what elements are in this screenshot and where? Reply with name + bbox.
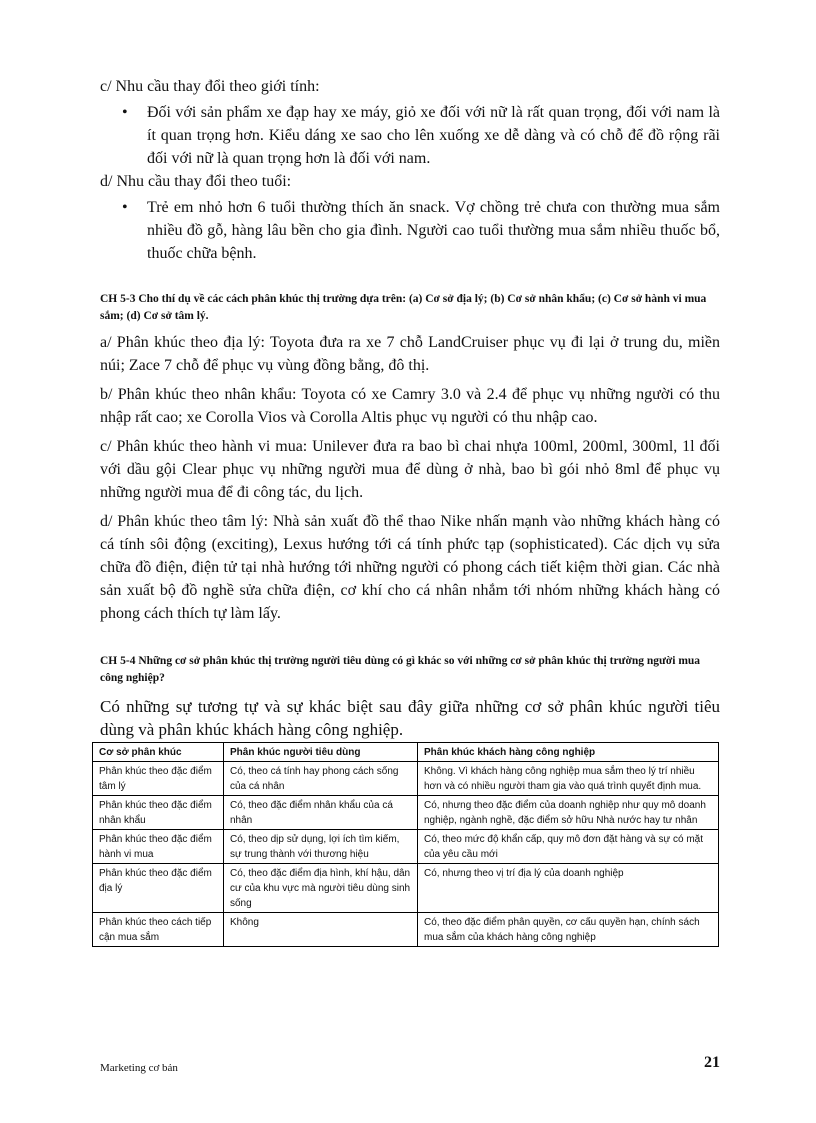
table-header-cell: Phân khúc khách hàng công nghiệp [418,743,719,762]
table-header-cell: Phân khúc người tiêu dùng [224,743,418,762]
table-cell: Có, nhưng theo đặc điểm của doanh nghiệp như quy mô doanh nghiệp, ngành nghề, đặc điểm sở hữu Nhà nước hay tư nhân [418,796,719,830]
table-row [93,830,719,864]
question-ch5-4: CH 5-4 Những cơ sở phân khúc thị trường người tiêu dùng có gì khác so với những cơ sở phân khúc thị trường người mua công nghiệp? [100,655,701,684]
table-cell: Có, theo cá tính hay phong cách sống của cá nhân [224,762,418,796]
section-d-bullet [100,196,720,265]
table-cell: Phân khúc theo đặc điểm hành vi mua [93,830,224,864]
table-row [93,796,719,830]
table-cell: Không [224,913,418,947]
bullet-icon: • [122,199,128,216]
footer-book-title: Marketing cơ bản [100,1062,178,1074]
table-cell: Có, theo mức độ khẩn cấp, quy mô đơn đặt hàng và sự có mặt của yêu cầu mới [418,830,719,864]
table-cell: Phân khúc theo đặc điểm tâm lý [93,762,224,796]
answer-d: d/ Phân khúc theo tâm lý: Nhà sản xuất đồ thể thao Nike nhấn mạnh vào những khách hàng có cá tính sôi động (exciting), Lexus hướng tới cá tính phức tạp (sophisticated). Các dịch vụ sửa chữa đồ điện, điện tử tại nhà hướng tới những người có phong cách tiết kiệm thời gian. Các nhà sản xuất bộ đồ nghề sửa chữa điện, cơ khí cho cá nhân nhắm tới nhóm những khách hàng có phong cách thích tự làm lấy. [100,513,720,622]
table-row [93,762,719,796]
question-ch5-3: CH 5-3 Cho thí dụ về các cách phân khúc thị trường dựa trên: (a) Cơ sở địa lý; (b) Cơ sở nhân khẩu; (c) Cơ sở hành vi mua sắm; (d) Cơ sở tâm lý. [100,293,707,322]
comparison-table [92,742,719,947]
table-cell: Có, theo đặc điểm nhân khẩu của cá nhân [224,796,418,830]
bullet-icon: • [122,104,128,121]
table-cell: Có, theo đặc điểm phân quyền, cơ cấu quyền hạn, chính sách mua sắm của khách hàng công nghiệp [418,913,719,947]
table-row [93,913,719,947]
table-row [93,864,719,913]
answer-b: b/ Phân khúc theo nhân khẩu: Toyota có xe Camry 3.0 và 2.4 để phục vụ những người có thu nhập rất cao; xe Corolla Vios và Corolla Altis phục vụ người có thu nhập cao. [100,386,720,426]
table-cell: Có, theo dịp sử dụng, lợi ích tìm kiếm, sự trung thành với thương hiệu [224,830,418,864]
table-cell: Phân khúc theo đặc điểm địa lý [93,864,224,913]
page-number: 21 [704,1054,720,1071]
table-cell: Có, theo đặc điểm địa hình, khí hậu, dân cư của khu vực mà người tiêu dùng sinh sống [224,864,418,913]
table-header-row [93,743,719,762]
answer-intro: Có những sự tương tự và sự khác biệt sau đây giữa những cơ sở phân khúc người tiêu dùng và phân khúc khách hàng công nghiệp. [100,697,720,739]
table-cell: Không. Vì khách hàng công nghiệp mua sắm theo lý trí nhiều hơn và có nhiều người tham gia vào quá trình quyết định mua. [418,762,719,796]
table-cell: Phân khúc theo cách tiếp cận mua sắm [93,913,224,947]
answer-a: a/ Phân khúc theo địa lý: Toyota đưa ra xe 7 chỗ LandCruiser phục vụ đi lại ở trung du, miền núi; Zace 7 chỗ để phục vụ vùng đồng bằng, đô thị. [100,334,720,374]
section-d-heading: d/ Nhu cầu thay đổi theo tuổi: [100,173,292,190]
section-d-bullet-text: Trẻ em nhỏ hơn 6 tuổi thường thích ăn snack. Vợ chồng trẻ chưa con thường mua sắm nhiều đồ gỗ, hàng lâu bền cho gia đình. Người cao tuổi thường mua sắm nhiều thuốc bổ, thuốc chữa bệnh. [147,199,720,262]
answer-c: c/ Phân khúc theo hành vi mua: Unilever đưa ra bao bì chai nhựa 100ml, 200ml, 300ml, 1l đối với dầu gội Clear phục vụ những người mua để dùng ở nhà, bao bì gói nhỏ 8ml để phục vụ những người mua để đi công tác, du lịch. [100,438,720,501]
page-footer [100,1054,720,1076]
table-header-cell: Cơ sở phân khúc [93,743,224,762]
section-c-bullet-text: Đối với sản phẩm xe đạp hay xe máy, giỏ xe đối với nữ là rất quan trọng, đối với nam là ít quan trọng hơn. Kiểu dáng xe sao cho lên xuống xe dễ dàng và có chỗ để đồ rộng rãi đối với nữ là quan trọng hơn là đối với nam. [147,104,720,167]
section-c-bullet [100,101,720,170]
table-cell: Phân khúc theo đặc điểm nhân khẩu [93,796,224,830]
table-cell: Có, nhưng theo vị trí địa lý của doanh nghiệp [418,864,719,913]
page-content [100,76,720,947]
section-c-heading: c/ Nhu cầu thay đổi theo giới tính: [100,78,320,95]
